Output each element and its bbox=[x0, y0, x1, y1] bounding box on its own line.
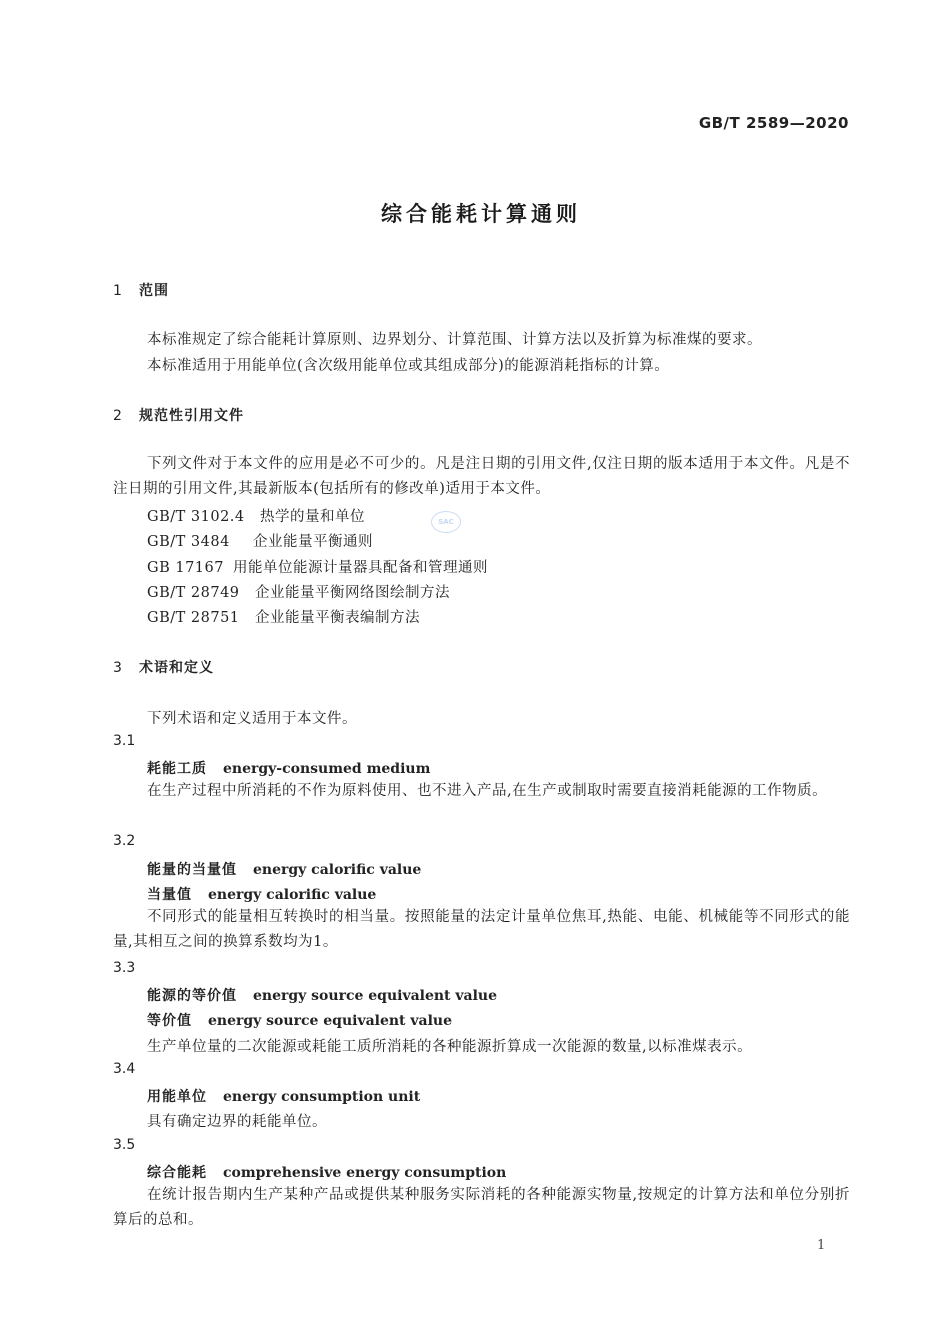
term-en: energy calorific value bbox=[253, 862, 422, 878]
reference-code: GB 17167 bbox=[147, 560, 224, 576]
reference-item bbox=[147, 505, 365, 526]
reference-title: 用能单位能源计量器具配备和管理通则 bbox=[233, 560, 488, 576]
reference-title: 热学的量和单位 bbox=[260, 509, 365, 525]
term-en: comprehensive energy consumption bbox=[223, 1165, 507, 1181]
sac-watermark-logo: SAC bbox=[431, 511, 461, 533]
section-title: 范围 bbox=[139, 283, 169, 299]
reference-item bbox=[147, 581, 450, 602]
term-definition: 在统计报告期内生产某种产品或提供某种服务实际消耗的各种能源实物量,按规定的计算方法和单位分别折算后的总和。 bbox=[113, 1187, 850, 1228]
reference-code: GB/T 28749 bbox=[147, 585, 240, 601]
section-title: 规范性引用文件 bbox=[139, 408, 244, 424]
standard-number: GB/T 2589—2020 bbox=[698, 114, 849, 132]
reference-title: 企业能量平衡网络图绘制方法 bbox=[255, 585, 450, 601]
section-number: 2 bbox=[113, 408, 123, 424]
clause-number: 3.4 bbox=[113, 1061, 136, 1077]
clause-number: 3.3 bbox=[113, 960, 136, 976]
clause-number: 3.5 bbox=[113, 1137, 136, 1153]
reference-item bbox=[147, 606, 420, 627]
term-name bbox=[147, 758, 430, 778]
term-zh: 等价值 bbox=[147, 1013, 192, 1029]
reference-item bbox=[147, 530, 373, 551]
term-name bbox=[147, 985, 497, 1005]
page-number: 1 bbox=[817, 1238, 826, 1253]
term-zh: 耗能工质 bbox=[147, 761, 207, 777]
section-1-para-2: 本标准适用于用能单位(含次级用能单位或其组成部分)的能源消耗指标的计算。 bbox=[147, 358, 670, 374]
section-number: 1 bbox=[113, 283, 123, 299]
clause-number: 3.1 bbox=[113, 733, 136, 749]
term-en: energy source equivalent value bbox=[208, 1013, 453, 1029]
term-zh: 用能单位 bbox=[147, 1089, 207, 1105]
section-2-intro: 下列文件对于本文件的应用是必不可少的。凡是注日期的引用文件,仅注日期的版本适用于本文件。凡是不注日期的引用文件,其最新版本(包括所有的修改单)适用于本文件。 bbox=[113, 456, 850, 497]
section-1-heading bbox=[113, 280, 169, 300]
section-title: 术语和定义 bbox=[139, 660, 214, 676]
term-name bbox=[147, 1086, 420, 1106]
section-3-heading bbox=[113, 657, 214, 677]
document-title: 综合能耗计算通则 bbox=[381, 202, 581, 226]
clause-number: 3.2 bbox=[113, 833, 136, 849]
term-name bbox=[147, 884, 376, 904]
term-zh: 能源的等价值 bbox=[147, 988, 237, 1004]
reference-item bbox=[147, 556, 488, 577]
term-en: energy source equivalent value bbox=[253, 988, 498, 1004]
reference-code: GB/T 3484 bbox=[147, 534, 230, 550]
reference-code: GB/T 3102.4 bbox=[147, 509, 245, 525]
term-en: energy calorific value bbox=[208, 887, 377, 903]
term-name bbox=[147, 1010, 452, 1030]
term-zh: 当量值 bbox=[147, 887, 192, 903]
term-en: energy-consumed medium bbox=[223, 761, 431, 777]
term-definition: 生产单位量的二次能源或耗能工质所消耗的各种能源折算成一次能源的数量,以标准煤表示。 bbox=[147, 1039, 753, 1055]
term-zh: 能量的当量值 bbox=[147, 862, 237, 878]
term-name bbox=[147, 859, 421, 879]
term-en: energy consumption unit bbox=[223, 1089, 421, 1105]
section-number: 3 bbox=[113, 660, 123, 676]
reference-title: 企业能量平衡通则 bbox=[253, 534, 373, 550]
section-2-heading bbox=[113, 405, 244, 425]
term-name bbox=[147, 1162, 506, 1182]
section-1-para-1: 本标准规定了综合能耗计算原则、边界划分、计算范围、计算方法以及折算为标准煤的要求。 bbox=[147, 332, 762, 348]
reference-code: GB/T 28751 bbox=[147, 610, 240, 626]
term-definition: 在生产过程中所消耗的不作为原料使用、也不进入产品,在生产或制取时需要直接消耗能源的工作物质。 bbox=[147, 783, 828, 799]
reference-title: 企业能量平衡表编制方法 bbox=[255, 610, 420, 626]
term-zh: 综合能耗 bbox=[147, 1165, 207, 1181]
section-3-intro: 下列术语和定义适用于本文件。 bbox=[147, 711, 357, 727]
term-definition: 不同形式的能量相互转换时的相当量。按照能量的法定计量单位焦耳,热能、电能、机械能等不同形式的能量,其相互之间的换算系数均为1。 bbox=[113, 909, 850, 950]
term-definition: 具有确定边界的耗能单位。 bbox=[147, 1114, 327, 1130]
